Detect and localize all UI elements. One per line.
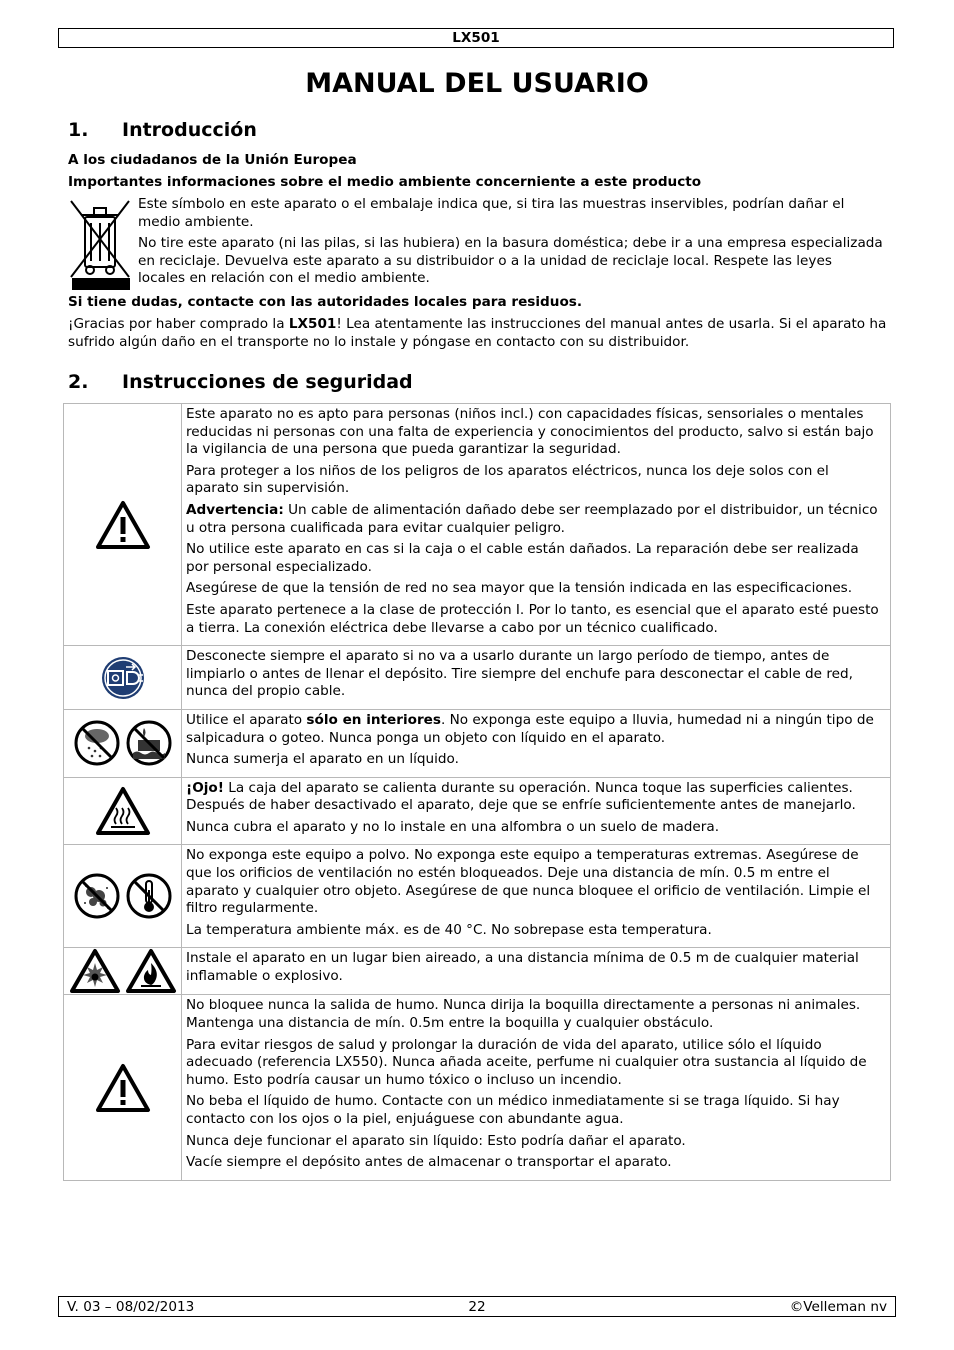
safety-paragraph: No utilice este aparato en cas si la caja o el cable están dañados. La reparación debe ser realizada por personal especializado.: [186, 541, 859, 575]
safety-paragraph: Para evitar riesgos de salud y prolongar la duración de vida del aparato, utilice sólo el líquido adecuado (referencia LX550). Nunca añada aceite, perfume ni cualquier otra sustancia al líquido de humo. Esto podría causar un humo tóxico o incluso un incendio.: [186, 1036, 867, 1088]
safety-row-dust-temperature: [64, 845, 891, 948]
safety-row-general: [64, 404, 891, 646]
section-1-title: Introducción: [122, 119, 257, 141]
safety-paragraph: Este aparato pertenece a la clase de protección I. Por lo tanto, es esencial que el aparato esté puesto a tierra. La conexión eléctrica debe llevarse a cabo por un técnico cualificado.: [186, 601, 879, 636]
safety-paragraph: [186, 502, 884, 537]
weee-description: [138, 196, 883, 292]
safety-row-hot: [64, 777, 891, 845]
safety-paragraph: Instale el aparato en un lugar bien aireado, a una distancia mínima de 0.5 m de cualquier material inflamable o explosivo.: [186, 950, 859, 985]
safety-paragraph: Nunca cubra el aparato y no lo instale en una alfombra o un suelo de madera.: [186, 818, 720, 835]
safety-instructions-table: [63, 403, 891, 1181]
thanks-text-end: ! Lea atentamente las instrucciones del manual antes de usarla. Si el aparato ha sufrido algún daño en el transporte no lo instale y póngase en contacto con su distribuidor.: [68, 316, 887, 350]
safety-row-text: [182, 646, 891, 710]
thanks-text-start: ¡Gracias por haber comprado la: [68, 316, 289, 332]
warning-label: Advertencia:: [186, 501, 284, 518]
safety-row-text: [182, 948, 891, 995]
doubts-notice: Si tiene dudas, contacte con las autoridades locales para residuos.: [68, 294, 583, 310]
attention-label: ¡Ojo!: [186, 779, 224, 796]
no-liquid-icon: [125, 719, 173, 767]
page-footer: [58, 1296, 896, 1317]
weee-crossed-bin-icon: [68, 197, 132, 292]
safety-row-unplug: [64, 646, 891, 710]
safety-paragraph: [186, 712, 884, 747]
safety-row-icon-cell: [64, 845, 182, 948]
attention-text: La caja del aparato se calienta durante su operación. Nunca toque las superficies calientes. Después de haber desactivado el aparato, deje que se enfríe suficientemente antes de manejarlo.: [186, 779, 856, 814]
safety-row-icon-cell: [64, 404, 182, 646]
safety-paragraph: No beba el líquido de humo. Contacte con un médico inmediatamente si se traga líquido. Si hay contacto con los ojos o la piel, enjuáguese con abundante agua.: [186, 1093, 840, 1127]
safety-row-icon-cell: [64, 995, 182, 1180]
thanks-model: LX501: [288, 316, 337, 332]
no-rain-icon: [73, 719, 121, 767]
section-2-heading: [68, 370, 413, 394]
flammable-icon: [125, 948, 177, 994]
safety-row-text: [182, 777, 891, 845]
indoor-text-start: Utilice el aparato: [186, 711, 307, 728]
footer-copyright: ©Velleman nv: [789, 1299, 887, 1315]
safety-paragraph: [186, 780, 884, 815]
weee-paragraph-1: Este símbolo en este aparato o el embalaje indica que, si tira las muestras inservibles, podrían dañar el medio ambiente.: [138, 196, 845, 230]
safety-paragraph: Nunca sumerja el aparato en un líquido.: [186, 751, 459, 768]
safety-row-text: [182, 709, 891, 777]
warning-triangle-icon: [95, 500, 151, 550]
section-2-title: Instrucciones de seguridad: [122, 371, 413, 393]
hot-surface-icon: [95, 786, 151, 836]
eu-heading: A los ciudadanos de la Unión Europea: [68, 152, 357, 168]
environment-heading: Importantes informaciones sobre el medio ambiente concerniente a este producto: [68, 174, 702, 190]
no-extreme-temperature-icon: [125, 872, 173, 920]
warning-triangle-icon: [95, 1063, 151, 1113]
no-dust-icon: [73, 872, 121, 920]
explosive-icon: [69, 948, 121, 994]
page-header: [58, 28, 894, 48]
safety-paragraph: La temperatura ambiente máx. es de 40 °C. No sobrepase esta temperatura.: [186, 921, 712, 938]
safety-paragraph: No bloquee nunca la salida de humo. Nunca dirija la boquilla directamente a personas ni animales. Mantenga una distancia de mín. 0.5m entre la boquilla y cualquier obstáculo.: [186, 997, 861, 1032]
indoor-text-end: . No exponga este equipo a lluvia, humedad ni a ningún tipo de salpicadura o goteo. Nunca ponga un objeto con líquido en el aparato.: [186, 711, 874, 746]
safety-paragraph: Vacíe siempre el depósito antes de almacenar o transportar el aparato.: [186, 1154, 672, 1171]
safety-paragraph: Para proteger a los niños de los peligros de los aparatos eléctricos, nunca los deje solos con el aparato sin supervisión.: [186, 462, 829, 497]
footer-version: V. 03 – 08/02/2013: [67, 1299, 195, 1315]
safety-paragraph: Este aparato no es apto para personas (niños incl.) con capacidades físicas, sensoriales o mentales reducidas ni personas con una falta de experiencia y conocimientos del producto, salvo si están bajo la vigilancia de una persona que pueda garantizar la seguridad.: [186, 406, 874, 458]
safety-row-icon-cell: [64, 777, 182, 845]
unplug-icon: [100, 655, 146, 701]
section-1-number: 1.: [68, 119, 89, 141]
safety-row-icon-cell: [64, 948, 182, 995]
safety-row-icon-cell: [64, 646, 182, 710]
safety-paragraph: Asegúrese de que la tensión de red no sea mayor que la tensión indicada en las especificaciones.: [186, 580, 853, 597]
weee-paragraph-2: No tire este aparato (ni las pilas, si las hubiera) en la basura doméstica; debe ir a una empresa especializada en reciclaje. Devuelva este aparato a su distribuidor o a la unidad de reciclaje local. Respete las leyes locales en relación con el medio ambiente.: [138, 235, 883, 287]
safety-row-smoke-fluid: [64, 995, 891, 1180]
page-title: MANUAL DEL USUARIO: [305, 68, 649, 99]
safety-paragraph: No exponga este equipo a polvo. No exponga este equipo a temperaturas extremas. Asegúrese de que los orificios de ventilación no estén bloqueados. Deje una distancia de mín. 0.5 m entre el aparato y cualquier otro objeto. Asegúrese de que nunca bloquee el orificio de ventilación. Limpie el filtro regularmente.: [186, 847, 871, 917]
header-model: LX501: [452, 30, 500, 46]
footer-page-number: 22: [468, 1299, 486, 1315]
warning-text: Un cable de alimentación dañado debe ser reemplazado por el distribuidor, un técnico u otra persona cualificada para evitar cualquier peligro.: [186, 501, 878, 536]
safety-row-ventilation: [64, 948, 891, 995]
safety-paragraph: Nunca deje funcionar el aparato sin líquido: Esto podría dañar el aparato.: [186, 1132, 686, 1149]
safety-row-text: [182, 404, 891, 646]
safety-row-indoor: [64, 709, 891, 777]
section-1-heading: [68, 118, 257, 142]
safety-row-text: [182, 995, 891, 1180]
thanks-paragraph: [68, 316, 888, 351]
section-2-number: 2.: [68, 371, 89, 393]
safety-paragraph: Desconecte siempre el aparato si no va a usarlo durante un largo período de tiempo, antes de limpiarlo o antes de llenar el depósito. Tire siempre del enchufe para desconectar el cable de red, nunca del propio cable.: [186, 648, 853, 700]
safety-row-icon-cell: [64, 709, 182, 777]
safety-row-text: [182, 845, 891, 948]
indoor-emphasis: sólo en interiores: [306, 711, 441, 728]
